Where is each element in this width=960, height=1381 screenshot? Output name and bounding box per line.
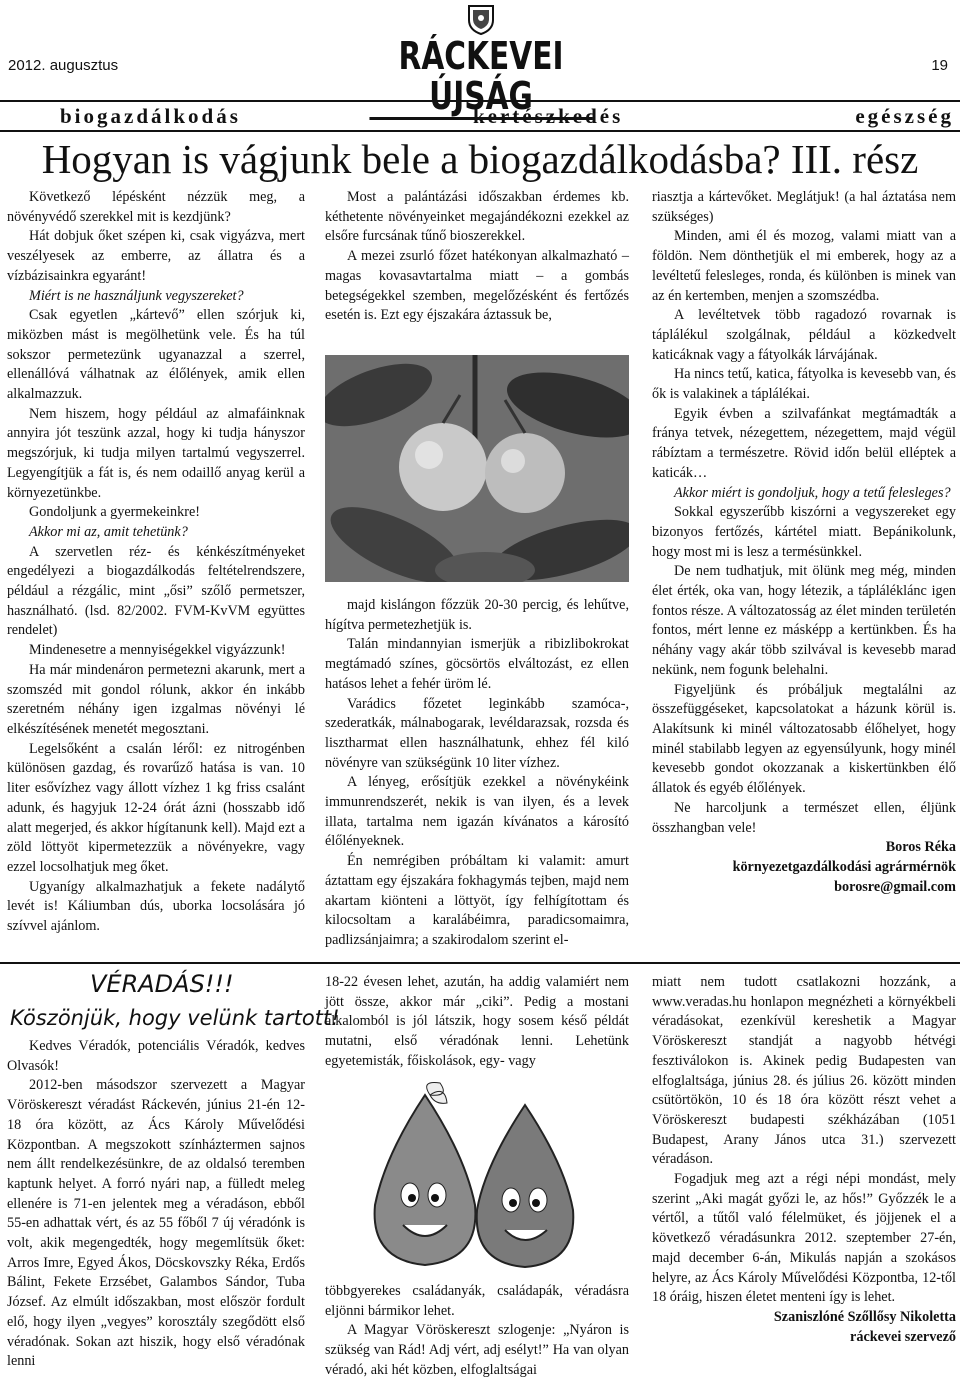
article-column-2-bottom	[325, 596, 629, 951]
paragraph: Legelsőként a csalán léről: ez nitrogénben különösen gazdag, és rovarűző hatása is van. 10 liter esővízhez vagy állott vízhez 1 kg friss csalánt adunk, és hagyjuk 12-24 órát ázni (hosszabb idő alatt megerjed, és akkor hígítanunk kell). Majd ezt a zöld löttyöt kipermetezzük a növényekre, vagy ezzel locsolhatjuk meg őket.	[7, 740, 305, 875]
paragraph: Most a palántázási időszakban érdemes kb. kéthetente növényeinket megajándékozni ezekkel az elsőre furcsának tűnő bioszerekkel.	[325, 189, 629, 245]
paragraph: miatt nem tudott csatlakozni hozzánk, a www.veradas.hu honlapon megnézheti a környékbeli véradásokat, ezenkívül kereshetik a Magyar Vöröskereszt standját a nagyobb hétvégi fesztiválokon is. Akinek pedig Budapesten van elfoglaltsága, június 28. és július 26. között minden csütörtökön, 10 és 18 óra között részt vehet a Vöröskereszt budapesti székházában (1051 Budapest, Arany János utca 31.) szervezett véradáson.	[652, 974, 956, 1168]
veradas-subtitle: Köszönjük, hogy velünk tartott!	[10, 1006, 340, 1030]
paragraph: Akkor miért is gondoljuk, hogy a tetű felesleges?	[674, 484, 951, 501]
organizer-role: ráckevei szervező	[850, 1328, 956, 1345]
topic-kerteszkedes: kertészkedés	[472, 103, 624, 128]
paragraph: Gondoljunk a gyermekeinkre!	[29, 504, 200, 521]
paragraph: A Magyar Vöröskereszt szlogenje: „Nyáron is szükség van Rád! Adj vért, adj esélyt!” Ha van olyan véradó, aki hét közben, elfoglaltságai	[325, 1322, 629, 1378]
issue-date: 2012. augusztus	[8, 57, 119, 74]
veradas-title: VÉRADÁS!!!	[90, 970, 234, 998]
paragraph: A szervetlen réz- és kénkészítményeket engedélyezi a biogazdálkodás feltételrendszere, például a rézgálic, mint „ősi” szőlő permetszer, használható. (lsd. 82/2002. FVM-KvVM együttes rendelet)	[7, 543, 305, 639]
paragraph: A mezei zsurló főzet hatékonyan alkalmazható – magas kovasavtartalma miatt – a gombás betegségekkel szemben, megelőzésként és fertőzés esetén is. Ezt egy éjszakára áztassuk be,	[325, 248, 629, 324]
paragraph: Miért is ne használjunk vegyszereket?	[29, 287, 244, 304]
paragraph: Ugyanígy alkalmazhatjuk a fekete nadálytő levét is! Káliumban dús, uborka locsolására jó szívvel ajánlom.	[7, 878, 305, 935]
section-divider	[0, 962, 960, 964]
paragraph: Kedves Véradók, potenciális Véradók, kedves Olvasók!	[7, 1038, 305, 1074]
paragraph: Ha nincs tetű, katica, fátyolka is kevesebb van, és ők is valakinek a táplálékai.	[652, 366, 956, 403]
organizer-name: Szaniszlóné Szőllősy Nikoletta	[773, 1308, 956, 1325]
paragraph: Ha már mindenáron permetezni akarunk, mert a szomszéd mit gondol rólunk, akkor én inkább szeretném néhány igen izgalmas növényi lé elkészítésének menetét megosztani.	[7, 661, 305, 737]
paragraph: Mindenesetre a mennyiségekkel vigyázzunk!	[29, 642, 286, 659]
paragraph: A levéltetvek több ragadozó rovarnak is táplálékul szolgálnak, például a közkedvelt katicáknak vagy a fátyolkák lárvájának.	[652, 307, 956, 363]
paragraph: Én nemrégiben próbáltam ki valamit: amurt áztattam egy éjszakára fokhagymás tejben, majd nem akartam kiönteni a löttyöt, így felhígítottam és kilocsoltam a karalábéimra, paradicsomaimra, padlizsánjaimra; a szakirodalom szerint el-	[325, 853, 629, 948]
paragraph: Varádics főzetet leginkább szamóca-, szederatkák, málnabogarak, levéldarazsak, rozsda és lisztharmat ellen használhatunk, ehhez fél kiló növényre van szükségünk 10 liter vízhez.	[325, 695, 629, 771]
veradas-column-2-bottom	[325, 1282, 629, 1381]
paragraph: Minden, ami él és mozog, valami miatt van a földön. Nem dönthetjük el mi emberek, hogy az a levéltetű felesleges, ronda, és különben is minek van az én kertemben, menjen a szomszédba.	[652, 228, 956, 304]
paragraph: riasztja a kártevőket. Meglátjuk! (a hal áztatása nem szükséges)	[652, 189, 956, 225]
article-headline: Hogyan is vágjunk bele a biogazdálkodásba? III. rész	[41, 136, 919, 182]
paragraph: De nem tudhatjuk, mit ölünk meg még, minden élet érték, oka van, hogy létezik, a tápláléklánc igen fontos része. A változatosság az élet minden területén fontos, mért lenne ez másképp a kertünkben. És ha néhány vagy akár több szilvával is kevesebb marad nekünk, nem fogunk belehalni.	[652, 563, 956, 678]
veradas-column-3	[652, 973, 956, 1347]
page-number: 19	[931, 57, 948, 74]
paragraph: Ne harcoljunk a természet ellen, éljünk összhangban vele!	[652, 799, 956, 836]
topic-biogazdalkodas: biogazdálkodás	[60, 103, 241, 128]
paragraph: Hát dobjuk őket szépen ki, csak vigyázva, mert veszélyesek az emberre, az állatra és a vízbázisainkra egyaránt!	[7, 228, 305, 284]
paragraph: 2012-ben másodszor szervezett a Magyar Vöröskereszt véradást Ráckevén, június 21-én 12-18 óra között, az Ács Károly Művelődési Központban. A megszokott színháztermen sajnos nem állt rendelkezésünkre, de az oldalsó teremben kaptunk helyet. A forró nyári nap, a fülledt meleg ellenére is 71-en jelentek meg a véradáson, ebből 55-en adhattak vért, és az 55 főből 7 új véradónk is volt, akik megengedték, hogy megemlítsük őket: Arros Imre, Egyed Ákos, Döcskovszky Réka, Erdős Bálint, Fekete Erzsébet, Galambos Sándor, Tuba József. Az elmúlt időszakban, most először fordult elő, hogy ilyen „vegyes” korosztály szegődött első véradónak. Sokan azt hiszik, hogy első véradónak lenni	[7, 1077, 305, 1370]
blood-drops-illustration	[325, 1075, 629, 1280]
paragraph: Egyik évben a szilvafánkat megtámadták a fránya tetvek, nézegettem, nézegettem, majd végül rábíztam a természetre. Rövid időn belül elléptek a katicák…	[652, 405, 956, 481]
paragraph: 18-22 évesen lehet, azután, ha addig valamiért nem jött össze, akkor már „ciki”. Pedig a mostani alkalomból is jól látszik, hogy sosem késő példát mutatni, első véradónak lenni. Lehetünk egyetemisták, főiskolások, egy- vagy	[325, 974, 629, 1069]
paragraph: Fogadjuk meg azt a régi népi mondást, mely szerint „Aki magát győzi le, az hős!” Győzzék le a vértől, a tűtől való félelmüket, és jöjjenek el a következő véradásunkra 2012. szeptember 27-én, majd december 6-án, Mikulás napján a szokásos helyre, az Ács Károly Művelődési Központba, 12-től 18 óráig, hiszen életet menteni így is lehet.	[652, 1171, 956, 1306]
newspaper-name: RÁCKEVEI ÚJSÁG	[369, 36, 592, 120]
author-email: borosre@gmail.com	[834, 878, 956, 895]
article-column-1	[7, 188, 305, 937]
topic-egeszseg: egészség	[855, 103, 954, 128]
paragraph: Figyeljünk és próbáljuk megtalálni az összefüggéseket, kapcsolatokat a házunk körül is. Alakítsunk ki minél változatosabb élőhelyet, hogy minél stabilabb legyen az egyensúlyunk, hogy minél kevesebb gondot okozzanak a kiskertünkben élő állatok és egyéb élőlények.	[652, 681, 956, 797]
veradas-column-2-top	[325, 973, 629, 1072]
apple-photo	[325, 355, 629, 582]
paragraph: A lényeg, erősítjük ezekkel a növénykéink immunrendszerét, nekik is van ilyen, és a levek illata, tartalma nem igazán kívánatos a károsító élőlényeknek.	[325, 774, 629, 850]
topic-bar	[0, 100, 960, 132]
author-name: Boros Réka	[885, 839, 956, 856]
veradas-column-1	[7, 1037, 305, 1372]
paragraph: Sokkal egyszerűbb kiszórni a vegyszereket egy bizonyos fertőzés, kártétel miatt. Bepánikolunk, hogy most mi is lesz a termésünkkel.	[652, 504, 956, 560]
paragraph: Nem hiszem, hogy például az almafáinknak annyira jót teszünk azzal, hogy ki tudja hányszor megszórjuk, ki tudja milyen tartalmú vegyszerrel. Legyengítjük a fát is, és nem odaillő anyag kerül a környezetünkbe.	[7, 405, 305, 501]
article-column-3	[652, 188, 956, 897]
paragraph: Akkor mi az, amit tehetünk?	[29, 523, 188, 540]
article-column-2-top	[325, 188, 629, 326]
crest-icon	[464, 2, 498, 36]
paragraph: többgyerekes családanyák, családapák, véradásra eljönni bármikor lehet.	[325, 1283, 629, 1319]
paragraph: majd kislángon főzzük 20-30 percig, és lehűtve, hígítva permetezhetjük is.	[325, 597, 629, 633]
paragraph: Talán mindannyian ismerjük a ribizlibokrokat megtámadó színes, göcsörtös elváltozást, ez ellen hatásos lehet a fehér üröm lé.	[325, 636, 629, 692]
paragraph: Következő lépésként nézzük meg, a növényvédő szerekkel mit is kezdjünk?	[7, 189, 305, 225]
author-title: környezetgazdálkodási agrármérnök	[732, 858, 956, 875]
paragraph: Csak egyetlen „kártevő” ellen szórjuk ki, miközben mást is megölhetünk vele. És ha túl sokszor permetezünk ugyanazzal a szerrel, ellenállóvá válhatnak az élőlények, amik ellen alkalmazzuk.	[7, 307, 305, 403]
